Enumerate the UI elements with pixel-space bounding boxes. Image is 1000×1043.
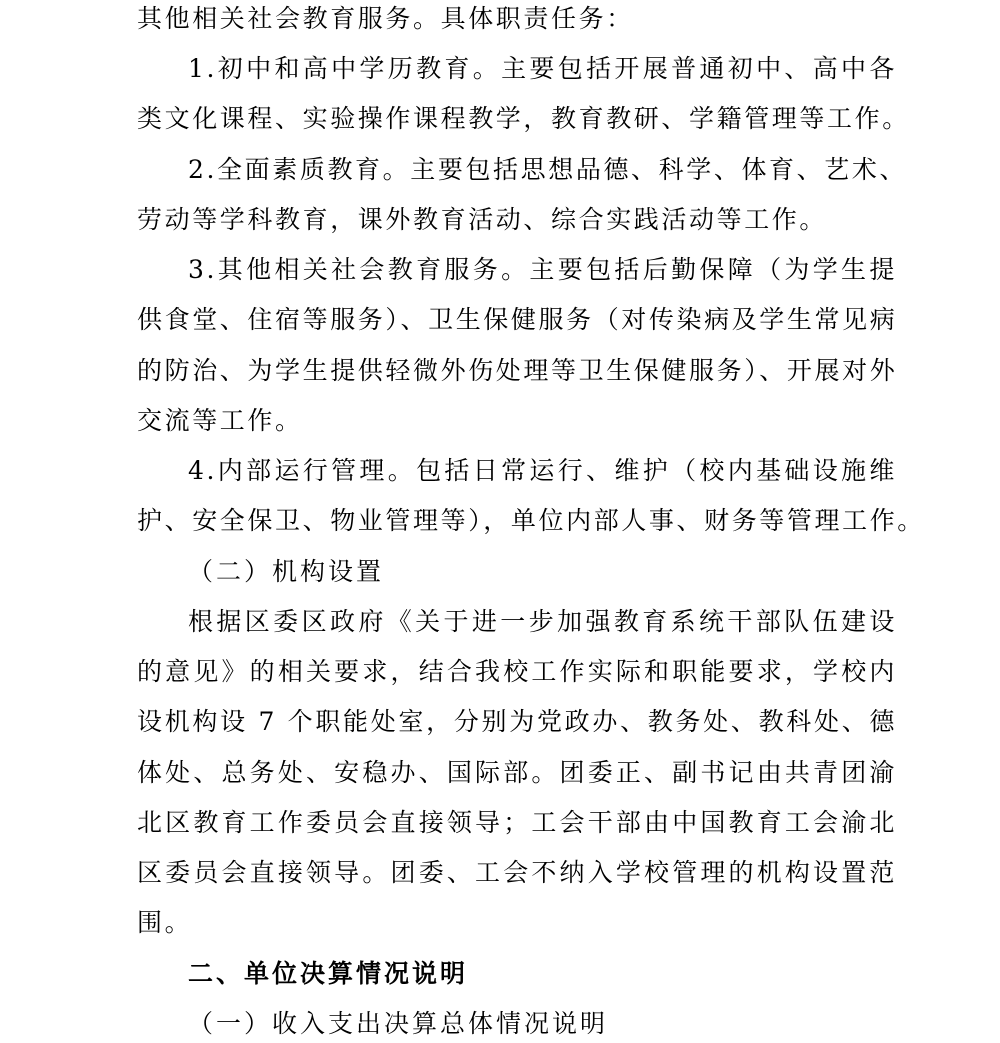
text-line-19: 围。 (137, 908, 193, 937)
text-line-8: 的防治、为学生提供轻微外伤处理等卫生保健服务）、开展对外 (137, 356, 898, 385)
text-line-14: 的意见》的相关要求，结合我校工作实际和职能要求，学校内 (137, 657, 897, 686)
text-line-15: 设机构设 7 个职能处室，分别为党政办、教务处、教科处、德 (137, 707, 897, 736)
text-line-7: 供食堂、住宿等服务）、卫生保健服务（对传染病及学生常见病 (137, 305, 898, 334)
text-line-13: 根据区委区政府《关于进一步加强教育系统干部队伍建设 (188, 607, 897, 636)
text-line-9: 交流等工作。 (137, 406, 303, 435)
section-heading-final-accounts: 二、单位决算情况说明 (188, 959, 469, 988)
text-line-2: 1.初中和高中学历教育。主要包括开展普通初中、高中各 (188, 54, 897, 83)
text-line-5: 劳动等学科教育，课外教育活动、综合实践活动等工作。 (137, 205, 828, 234)
section-subheading-income-expenditure: （一）收入支出决算总体情况说明 (188, 1009, 609, 1038)
text-line-18: 区委员会直接领导。团委、工会不纳入学校管理的机构设置范 (137, 858, 897, 887)
text-line-3: 类文化课程、实验操作课程教学，教育教研、学籍管理等工作。 (137, 104, 910, 133)
text-line-17: 北区教育工作委员会直接领导；工会干部由中国教育工会渝北 (137, 808, 897, 837)
text-line-11: 护、安全保卫、物业管理等），单位内部人事、财务等管理工作。 (137, 506, 925, 535)
text-line-4: 2.全面素质教育。主要包括思想品德、科学、体育、艺术、 (188, 155, 908, 184)
section-subheading-organization: （二）机构设置 (188, 557, 385, 586)
text-line-1: 其他相关社会教育服务。具体职责任务： (137, 4, 634, 33)
text-line-6: 3.其他相关社会教育服务。主要包括后勤保障（为学生提 (188, 255, 897, 284)
text-line-16: 体处、总务处、安稳办、国际部。团委正、副书记由共青团渝 (137, 758, 897, 787)
text-line-10: 4.内部运行管理。包括日常运行、维护（校内基础设施维 (188, 456, 897, 485)
